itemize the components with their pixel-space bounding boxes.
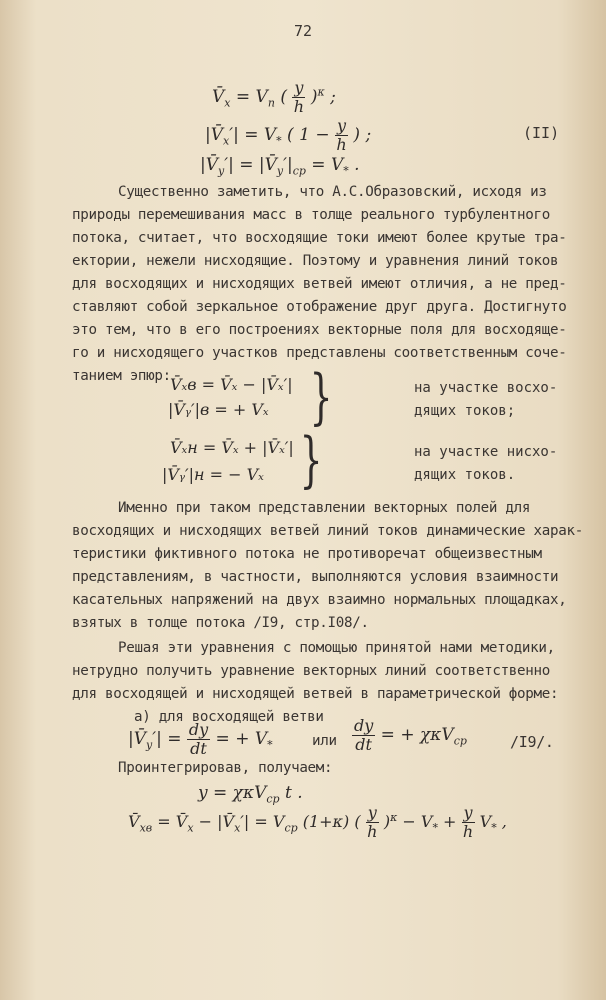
equation-a-or: или [312,733,337,749]
equation-number: (II) [523,124,560,142]
paragraph2-line-4: представлениям, в частности, выполняются условия взаимности [72,569,559,585]
system-down-label-1: на участке нисхо- [414,444,558,460]
paragraph1-line-7: это тем, что в его построениях векторные поля для восходяще- [72,322,567,338]
formula-vy-prime: $|V̄_y'|$ = $|V̄_y'|_{ср} = V_*$ . [200,155,360,178]
system-down-eq2: |V̄ᵧ′|н = − Vₓ [162,465,264,484]
paragraph3-line-2: нетрудно получить уравнение векторных линий соответственно [72,663,551,679]
paragraph2-line-3: теристики фиктивного потока не противоречат общеизвестным [72,546,542,562]
paragraph1-line-1: Существенно заметить, что А.С.Образовский, исходя из [118,184,547,200]
system-down-label-2: дящих токов. [414,467,516,483]
system-up-eq1: V̄ₓв = V̄ₓ − |V̄ₓ′| [170,375,293,394]
equation-a-right: $\frac{dy}{dt}$ = + χκV$_{ср}$ [354,716,467,754]
paragraph1-line-4: ектории, нежели нисходящие. Поэтому и уравнения линий токов [72,253,559,269]
system-down-eq1: V̄ₓн = V̄ₓ + |V̄ₓ′| [170,438,294,457]
paragraph1-line-5: для восходящих и нисходящих ветвей имеют отличия, а не пред- [72,276,567,292]
paragraph1-line-9: танием эпюр: [72,368,171,384]
paragraph3-line-1: Решая эти уравнения с помощью принятой нами методики, [118,640,555,656]
paragraph1-line-3: потока, считает, что восходящие токи имеют более крутые тра- [72,230,567,246]
equation-y: y = χκV$_{ср}$ t . [198,783,303,806]
page-number: 72 [293,22,313,40]
equation-a-reference: /I9/. [510,733,554,751]
right-brace-up: } [309,362,333,432]
integrating-text: Проинтегрировав, получаем: [118,760,333,776]
paragraph2-line-1: Именно при таком представлении векторных полей для [118,500,531,516]
paragraph1-line-2: природы перемешивания масс в толще реального турбулентного [72,207,551,223]
paragraph2-line-6: взятых в толще потока /I9, стр.I08/. [72,615,369,631]
paragraph3-line-3: для восходящей и нисходящей ветвей в параметрической форме: [72,686,559,702]
formula-vx-prime: $|V̄_x'| = V_*$ ( 1 − $\frac{y}{h}$ ) ; [205,116,372,154]
paragraph1-line-6: ставляют собой зеркальное отображение друг друга. Достигнуто [72,299,567,315]
right-brace-down: } [299,425,323,495]
equation-a-left: $|V̄_y'|$ = $\frac{dy}{dt}$ = + $V_*$ [128,720,273,758]
paragraph2-line-2: восходящих и нисходящих ветвей линий токов динамические харак- [72,523,583,539]
system-up-label-1: на участке восхо- [414,380,558,396]
paragraph2-line-5: касательных напряжений на двух взаимно нормальных площадках, [72,592,567,608]
paragraph1-line-8: го и нисходящего участков представлены соответственным соче- [72,345,567,361]
system-up-label-2: дящих токов; [414,403,516,419]
equation-vx-upward: $V̄_{xв}$ = $V̄_x$ − $|V̄_x'| = V_{ср}$ (1+κ) ( $\frac{y}{h}$ )$^\kappa - V_*$ + $\frac{y}{h}$ $V_*$ , [128,803,507,841]
case-a-heading: а) для восходящей ветви [134,709,324,725]
system-up-eq2: |V̄ᵧ′|в = + Vₓ [168,400,269,419]
formula-vx: $V̄_x = V_n$ ( $\frac{y}{h}$ )$^\kappa$ ; [212,78,336,116]
